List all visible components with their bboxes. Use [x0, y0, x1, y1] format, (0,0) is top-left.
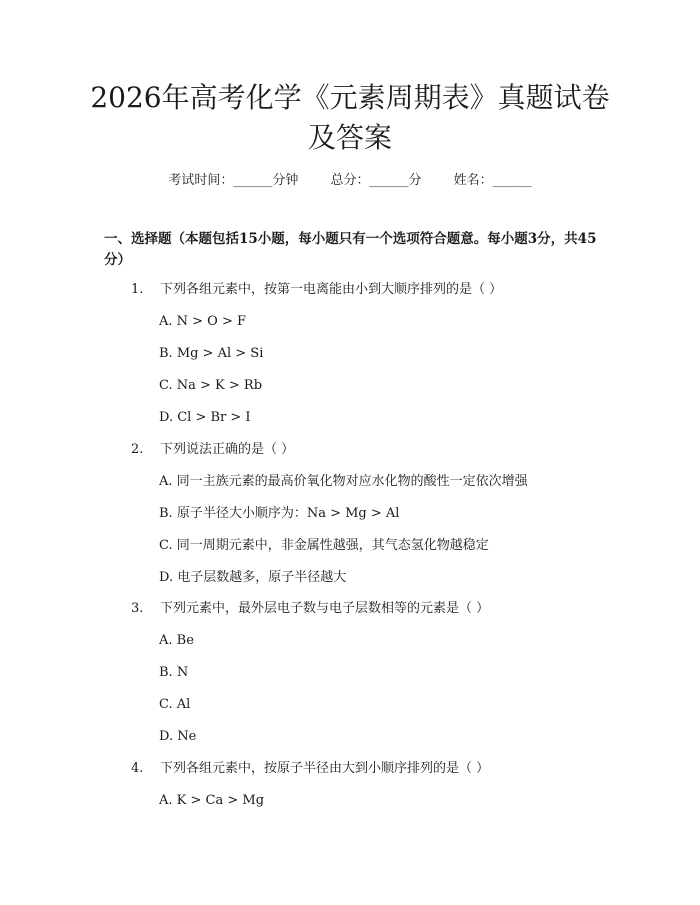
- answer-option: A. 同一主族元素的最高价氧化物对应水化物的酸性一定依次增强: [159, 474, 528, 489]
- answer-option: B. 原子半径大小顺序为：Na > Mg > Al: [159, 506, 400, 521]
- answer-option: D. Ne: [159, 729, 197, 744]
- answer-option: C. Na > K > Rb: [159, 378, 263, 393]
- exam-time-field: 考试时间：______分钟: [168, 173, 299, 188]
- question-number: 4.: [131, 761, 144, 776]
- answer-option: A. N > O > F: [159, 314, 247, 329]
- answer-option: B. Mg > Al > Si: [159, 346, 264, 361]
- question-number: 2.: [131, 442, 144, 457]
- answer-option: C. Al: [159, 697, 191, 712]
- student-name-field: 姓名：______: [453, 173, 532, 188]
- question-number: 3.: [131, 601, 144, 616]
- question-text: 下列说法正确的是（ ）: [160, 442, 295, 457]
- section-heading: 一、选择题（本题包括15小题，每小题只有一个选项符合题意。每小题3分，共45分）: [104, 231, 597, 268]
- question-text: 下列各组元素中，按第一电离能由小到大顺序排列的是（ ）: [160, 282, 503, 297]
- question-text: 下列各组元素中，按原子半径由大到小顺序排列的是（ ）: [160, 761, 490, 776]
- page-title: 2026年高考化学《元素周期表》真题试卷及答案: [90, 81, 610, 154]
- question-text: 下列元素中，最外层电子数与电子层数相等的元素是（ ）: [160, 601, 490, 616]
- total-score-field: 总分：______分: [330, 173, 422, 188]
- answer-option: A. Be: [159, 633, 194, 648]
- answer-option: D. Cl > Br > I: [159, 410, 251, 425]
- answer-option: C. 同一周期元素中，非金属性越强，其气态氢化物越稳定: [159, 538, 489, 553]
- answer-option: A. K > Ca > Mg: [159, 793, 265, 808]
- answer-option: D. 电子层数越多，原子半径越大: [159, 570, 347, 585]
- answer-option: B. N: [159, 665, 189, 680]
- exam-meta: [0, 169, 700, 188]
- question-number: 1.: [131, 282, 144, 297]
